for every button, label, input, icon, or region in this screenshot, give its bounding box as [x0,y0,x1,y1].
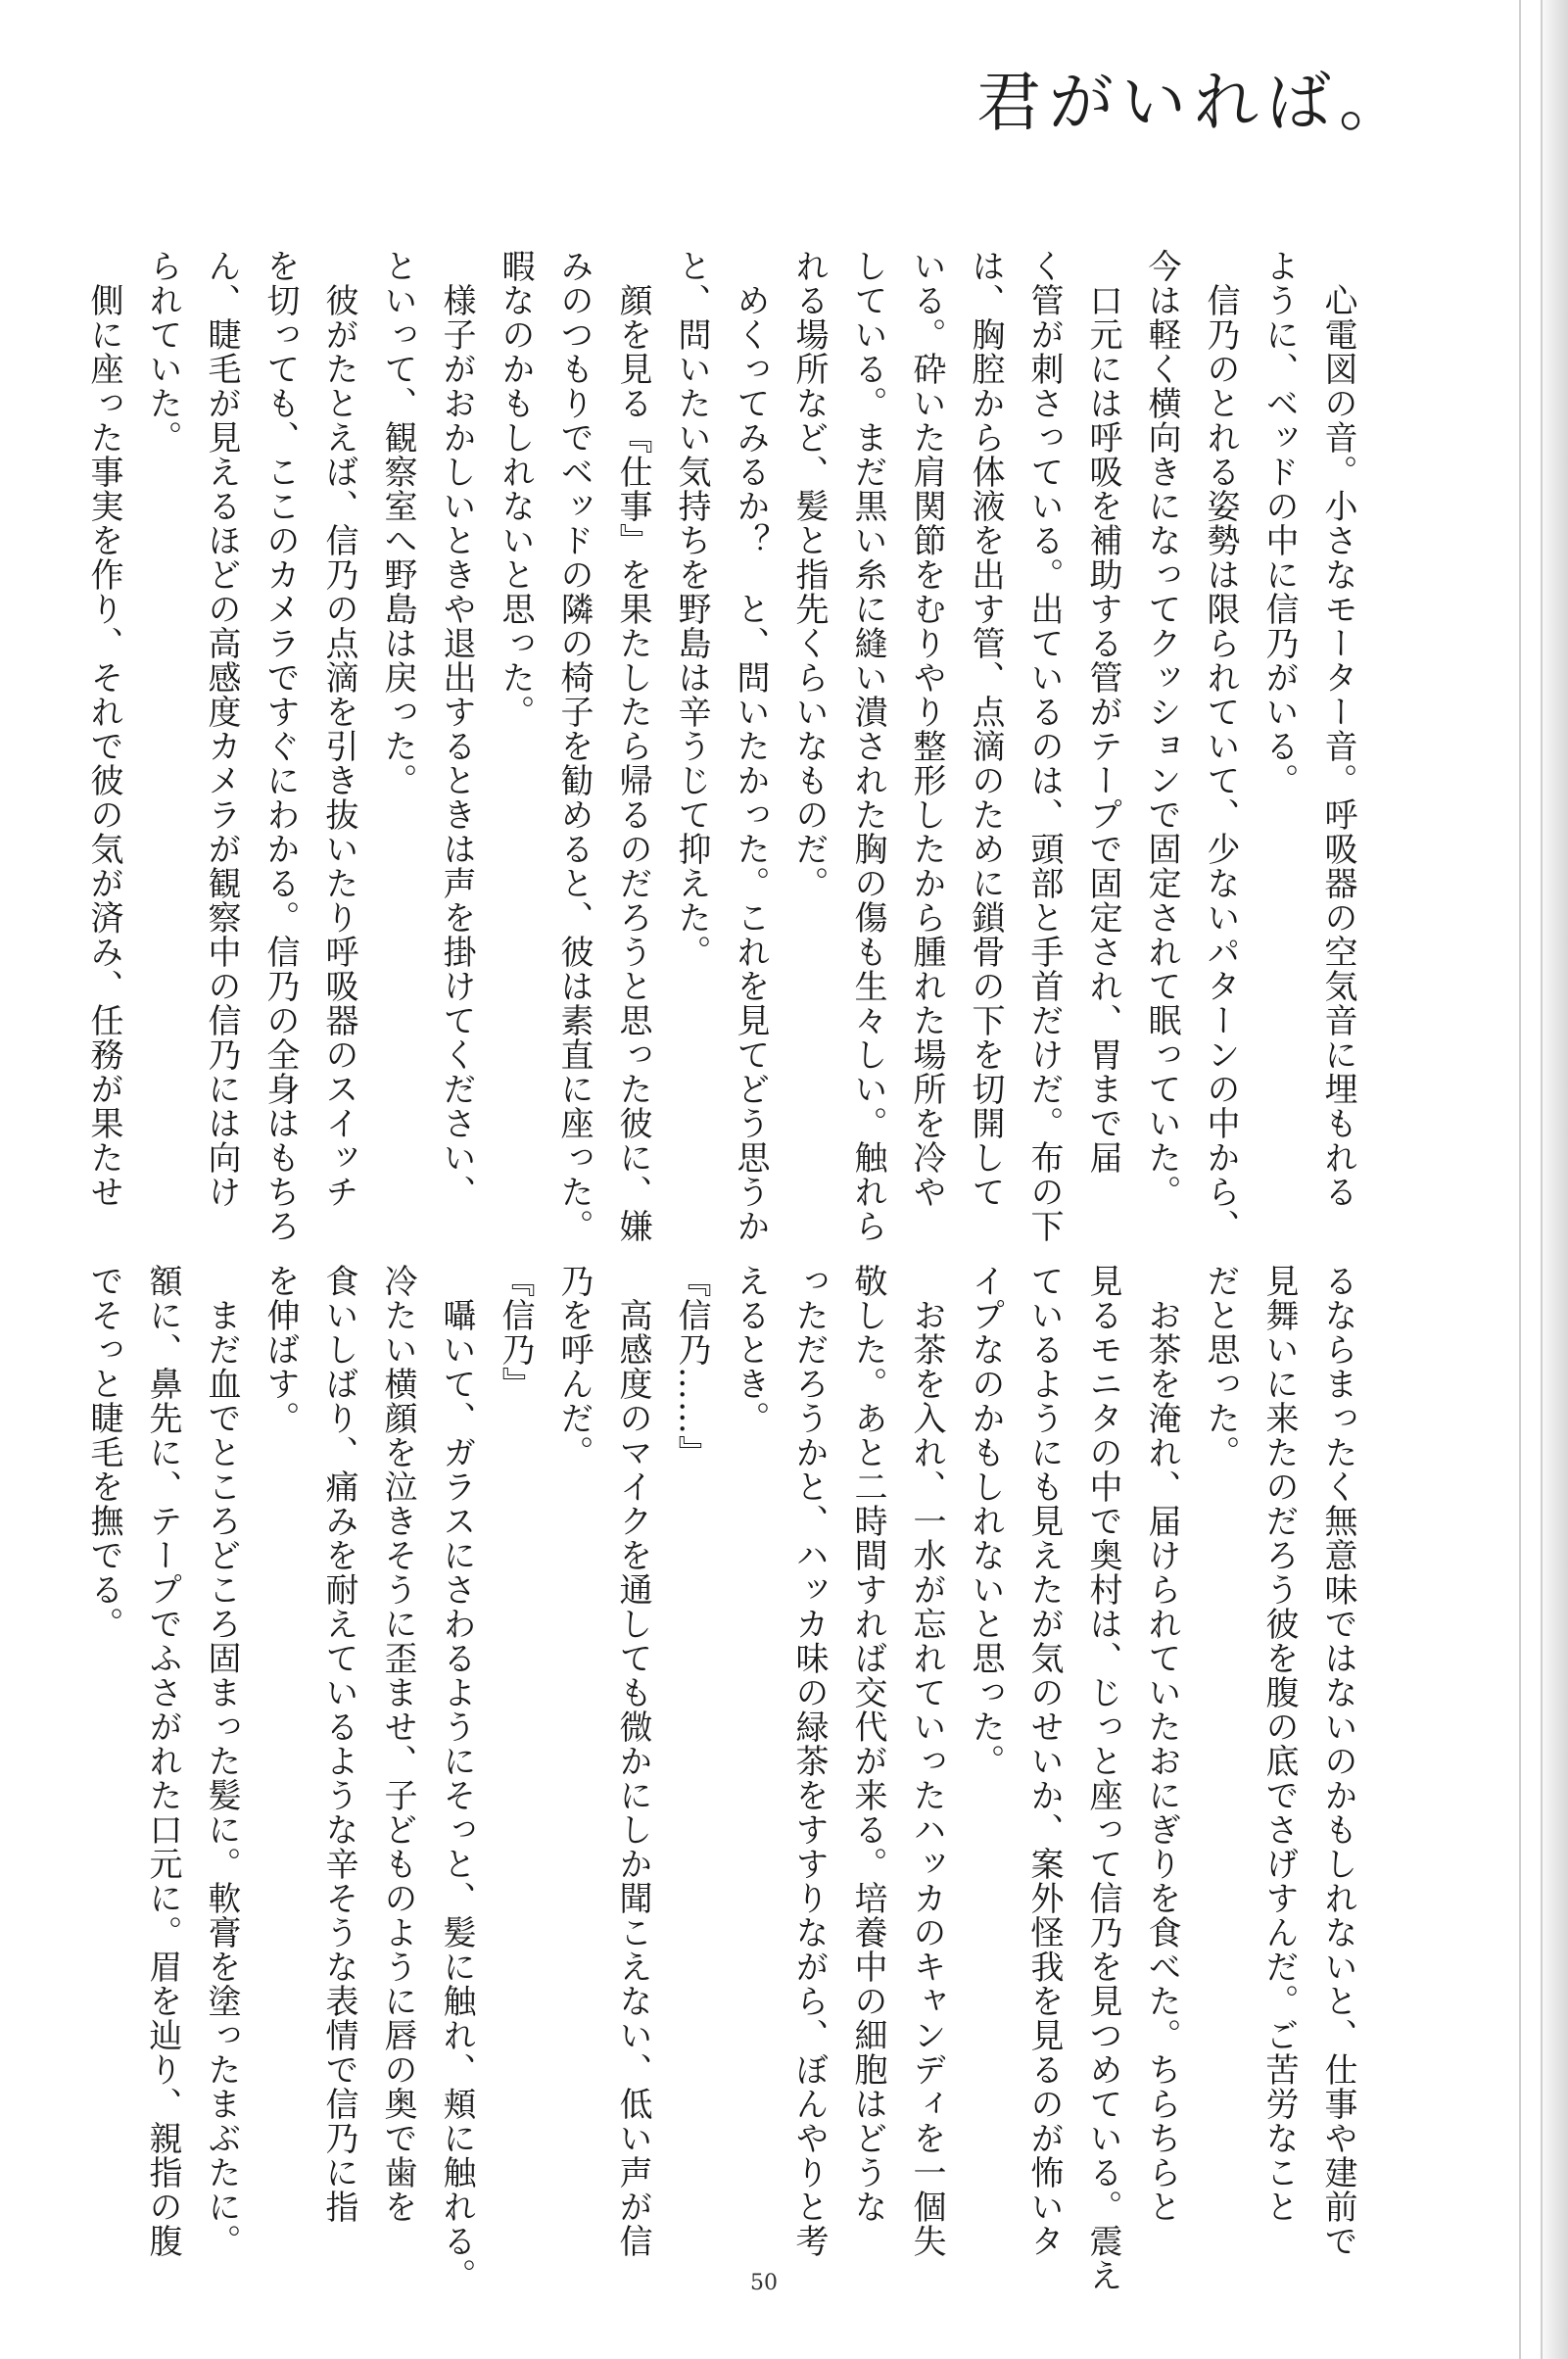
text-line: だと思った。 [1201,1264,1240,1469]
text-line: している。まだ黒い糸に縫い潰された胸の傷も生々しい。触れら [848,249,887,1243]
text-line: まだ血でところどころ固まった髪に。軟膏を塗ったまぶたに。 [202,1264,241,2258]
text-line: 暇なのかもしれないと思った。 [496,249,535,729]
upper-text-block [74,249,1367,1243]
text-line: お茶を淹れ、届けられていたおにぎりを食べた。ちらちらと [1142,1264,1181,2224]
text-line: を切っても、ここのカメラですぐにわかる。信乃の全身はもちろ [261,249,300,1243]
text-line: 口元には呼吸を補助する管がテープで固定され、胃まで届 [1083,249,1122,1175]
text-line: 見舞いに来たのだろう彼を腹の底でさげすんだ。ご苦労なこと [1259,1264,1299,2224]
text-line: 見るモニタの中で奥村は、じっと座って信乃を見つめている。震え [1083,1264,1122,2292]
text-line: るならまったく無意味ではないのかもしれないと、仕事や建前で [1318,1264,1357,2258]
text-line: 『信乃』 [496,1264,535,1401]
text-line: 信乃のとれる姿勢は限られていて、少ないパターンの中から、 [1201,249,1240,1243]
page-number: 50 [750,2271,778,2295]
chapter-title: 君がいれば。 [976,65,1411,140]
text-line: 囁いて、ガラスにさわるようにそっと、髪に触れ、頬に触れる。 [437,1264,476,2292]
text-line: く管が刺さっている。出ているのは、頭部と手首だけだ。布の下 [1024,249,1064,1243]
text-line: めくってみるか？ と、問いたかった。これを見てどう思うか [731,249,770,1243]
text-line: みのつもりでベッドの隣の椅子を勧めると、彼は素直に座った。 [554,249,594,1243]
text-line: と、問いたい気持ちを野島は辛うじて抑えた。 [672,249,711,969]
text-line: ん、睫毛が見えるほどの高感度カメラが観察中の信乃には向け [202,249,241,1209]
text-line: ているようにも見えたが気のせいか、案外怪我を見るのが怖いタ [1024,1264,1064,2258]
text-line: 高感度のマイクを通しても微かにしか聞こえない、低い声が信 [613,1264,652,2258]
text-line: お茶を入れ、一水が忘れていったハッカのキャンディを一個失 [907,1264,946,2258]
text-line: られていた。 [143,249,182,455]
text-line: 今は軽く横向きになってクッションで固定されて眠っていた。 [1142,249,1181,1209]
text-line: ように、ベッドの中に信乃がいる。 [1259,249,1299,797]
text-line: は、胸腔から体液を出す管、点滴のために鎖骨の下を切開して [966,249,1005,1209]
binding-line [1519,0,1521,2359]
text-line: れる場所など、髪と指先くらいなものだ。 [789,249,829,900]
text-line: いる。砕いた肩関節をむりやり整形したから腫れた場所を冷や [907,249,946,1209]
text-line: 側に座った事実を作り、それで彼の気が済み、任務が果たせ [84,249,123,1209]
text-line: を伸ばす。 [261,1264,300,1435]
text-line: イプなのかもしれないと思った。 [966,1264,1005,1778]
text-line: でそっと睫毛を撫でる。 [84,1264,123,1641]
text-line: えるとき。 [731,1264,770,1435]
text-line: といって、観察室へ野島は戻った。 [378,249,417,797]
binding-line [1541,0,1543,2359]
text-line: 彼がたとえば、信乃の点滴を引き抜いたり呼吸器のスイッチ [319,249,358,1209]
text-line: 冷たい横顔を泣きそうに歪ませ、子どものように唇の奥で歯を [378,1264,417,2224]
text-line: 食いしばり、痛みを耐えているような辛そうな表情で信乃に指 [319,1264,358,2224]
text-line: 様子がおかしいときや退出するときは声を掛けてください、 [437,249,476,1209]
text-line: 『信乃……』 [672,1264,711,1469]
text-line: 敬した。あと二時間すれば交代が来る。培養中の細胞はどうな [848,1264,887,2224]
text-line: 乃を呼んだ。 [554,1264,594,1469]
text-line: 心電図の音。小さなモーター音。呼吸器の空気音に埋もれる [1318,249,1357,1209]
text-line: 顔を見る『仕事』を果たしたら帰るのだろうと思った彼に、嫌 [613,249,652,1243]
page-binding-edge [1539,0,1568,2359]
text-line: っただろうかと、ハッカ味の緑茶をすすりながら、ぼんやりと考 [789,1264,829,2258]
text-line: 額に、鼻先に、テープでふさがれた口元に。眉を辿り、親指の腹 [143,1264,182,2258]
